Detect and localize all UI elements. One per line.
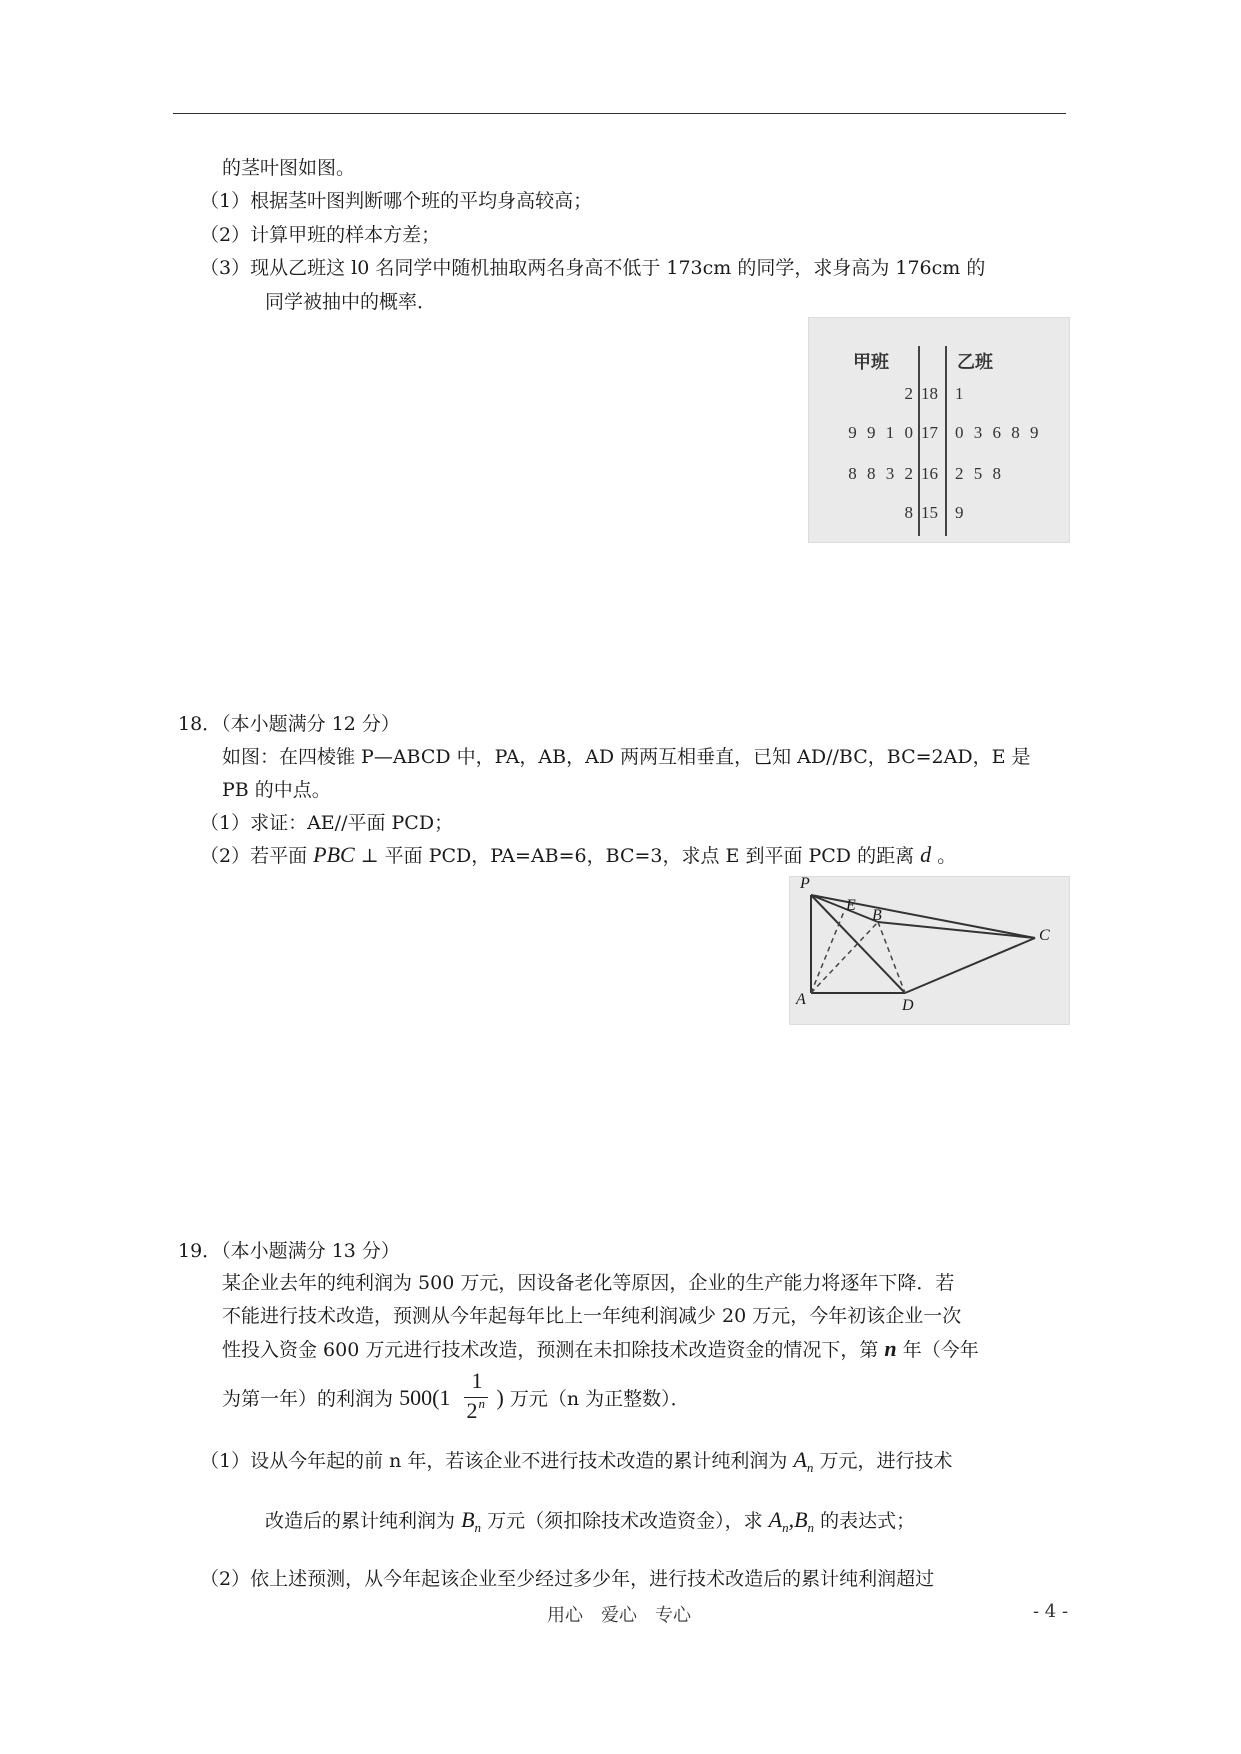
q19-p1b-mid: 万元（须扣除技术改造资金），求 (487, 1510, 763, 1532)
edge-bc (878, 922, 1035, 938)
q18-part1: （1）求证：AE//平面 PCD； (200, 812, 454, 834)
stemleaf-left-header: 甲班 (853, 352, 889, 373)
q18-part2 (200, 841, 956, 868)
q18-line2: PB 的中点。 (222, 779, 331, 801)
q19-line3-n: n (884, 1336, 897, 1361)
stemleaf-row3-stem: 16 (921, 464, 938, 483)
q19-p1b-B: B (461, 1507, 475, 1532)
q19-line4 (222, 1368, 690, 1423)
edge-pc (811, 895, 1035, 938)
q18-part2-pre: （2）若平面 (200, 845, 308, 867)
q19-p1a-A: A (793, 1447, 807, 1472)
footer-motto: 用心 爱心 专心 (547, 1605, 691, 1626)
q19-p1b-sep: , (788, 1507, 795, 1532)
stemleaf-row2-stem: 17 (921, 423, 938, 442)
stemleaf-row2-right: 0 3 6 8 9 (955, 423, 1039, 442)
header-rule (173, 113, 1066, 114)
label-d: D (902, 997, 914, 1014)
q19-part2: （2）依上述预测，从今年起该企业至少经过多少年，进行技术改造后的累计纯利润超过 (200, 1568, 935, 1590)
page-number: - 4 - (1033, 1601, 1069, 1622)
label-c: C (1039, 927, 1050, 944)
q17-part3-line2: 同学被抽中的概率． (265, 291, 437, 313)
q18-part2-d: d (920, 842, 932, 867)
q19-frac-exp: n (478, 1396, 485, 1411)
stemleaf-row2-left: 9 9 1 0 (848, 423, 913, 442)
q18-part2-end: 。 (937, 845, 957, 867)
label-b: B (872, 907, 882, 924)
q19-part1-line1 (200, 1446, 952, 1476)
q19-formula-b: ) (496, 1385, 504, 1410)
stem-leaf-figure (808, 317, 1070, 543)
pyramid-figure (789, 876, 1070, 1025)
q19-line4-pre: 为第一年）的利润为 (222, 1388, 394, 1410)
stemleaf-row4-stem: 15 (921, 503, 938, 522)
q18-header: 18．（本小题满分 12 分） (178, 713, 400, 735)
q17-intro: 的茎叶图如图。 (222, 157, 356, 179)
q19-line3 (222, 1335, 979, 1362)
q19-line1: 某企业去年的纯利润为 500 万元，因设备老化等原因，企业的生产能力将逐年下降．若 (222, 1272, 955, 1294)
q19-line2: 不能进行技术改造，预测从今年起每年比上一年纯利润减少 20 万元，今年初该企业一次 (222, 1305, 962, 1327)
q18-part2-plane: PBC (313, 842, 355, 867)
q19-line4-post: 万元（n 为正整数）． (509, 1388, 690, 1410)
q19-frac-num: 1 (471, 1368, 483, 1393)
q18-part2-post: 平面 PCD，PA=AB=6，BC=3，求点 E 到平面 PCD 的距离 (384, 845, 915, 867)
edge-ab-hidden (811, 922, 878, 993)
q19-p1b-B2-sub: n (807, 1519, 815, 1535)
q19-line3-pre: 性投入资金 600 万元进行技术改造，预测在未扣除技术改造资金的情况下，第 (222, 1339, 879, 1361)
q19-p1a-pre: （1）设从今年起的前 n 年，若该企业不进行技术改造的累计纯利润为 (200, 1450, 788, 1472)
stemleaf-right-header: 乙班 (957, 352, 993, 373)
q19-part1-line2 (265, 1506, 915, 1536)
q19-line3-post: 年（今年 (902, 1339, 979, 1361)
pyramid-diagram (790, 877, 1069, 1024)
q17-part1: （1）根据茎叶图判断哪个班的平均身高较高； (200, 190, 593, 212)
q19-p1b-B2: B (794, 1507, 808, 1532)
q19-frac-den: 2 (466, 1398, 478, 1423)
stemleaf-row1-stem: 18 (921, 384, 938, 403)
edge-bd-hidden (878, 922, 905, 993)
stemleaf-row3-left: 8 8 3 2 (848, 464, 913, 483)
stemleaf-row4-left: 8 (904, 503, 913, 522)
label-e: E (846, 897, 856, 914)
label-p: P (800, 875, 810, 892)
q17-part2: （2）计算甲班的样本方差； (200, 224, 441, 246)
q19-p1a-post: 万元，进行技术 (819, 1450, 953, 1472)
q19-fraction (464, 1368, 490, 1423)
q19-header: 19．（本小题满分 13 分） (178, 1240, 400, 1262)
q19-p1a-sub: n (806, 1459, 814, 1475)
stemleaf-row3-right: 2 5 8 (955, 464, 1001, 483)
q19-p1b-sub: n (474, 1519, 482, 1535)
stemleaf-divider-left (918, 346, 920, 536)
q18-part2-perp: ⊥ (360, 845, 379, 867)
stemleaf-row1-left: 2 (904, 384, 913, 403)
q17-part3-line1: （3）现从乙班这 l0 名同学中随机抽取两名身高不低于 173cm 的同学，求身高为 176cm 的 (200, 257, 986, 279)
q19-formula-a: 500(1 (399, 1385, 451, 1410)
stemleaf-row1-right: 1 (955, 384, 964, 403)
edge-ae-hidden (811, 909, 845, 993)
edge-pb (811, 895, 878, 922)
q19-p1b-A2-sub: n (782, 1519, 789, 1535)
edge-dc (905, 938, 1035, 993)
stemleaf-row4-right: 9 (955, 503, 964, 522)
q18-line1: 如图：在四棱锥 P—ABCD 中，PA，AB，AD 两两互相垂直，已知 AD//BC，BC=2AD，E 是 (222, 746, 1031, 768)
q19-p1b-post: 的表达式； (820, 1510, 916, 1532)
q19-p1b-pre: 改造后的累计纯利润为 (265, 1510, 456, 1532)
q19-p1b-A2: A (768, 1507, 783, 1532)
stemleaf-divider-right (945, 346, 947, 536)
label-a: A (796, 991, 806, 1008)
